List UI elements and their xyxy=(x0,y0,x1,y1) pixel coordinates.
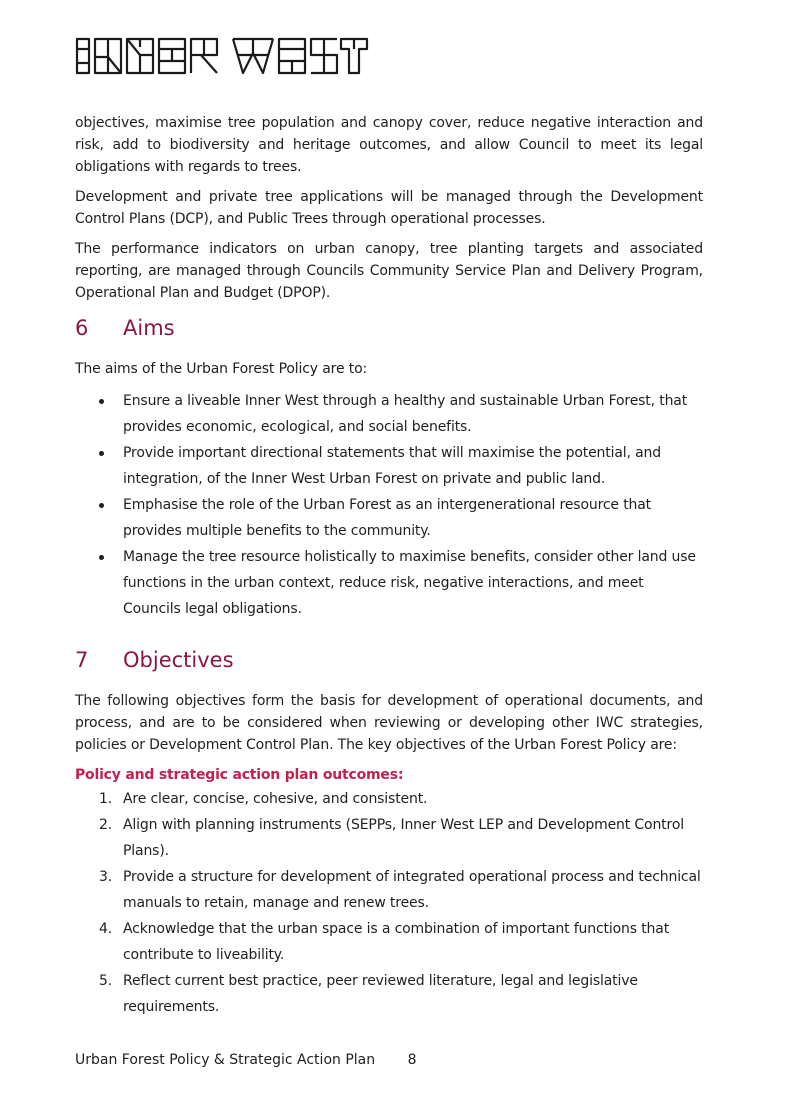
objective-text: Are clear, concise, cohesive, and consistent. xyxy=(123,791,428,807)
inner-west-logo xyxy=(75,37,370,79)
objective-item xyxy=(75,864,703,916)
aims-bullet: Ensure a liveable Inner West through a healthy and sustainable Urban Forest, that provides economic, ecological, and social benefits. xyxy=(75,388,703,440)
objective-number: 3. xyxy=(99,869,113,885)
section-7-heading xyxy=(75,648,703,672)
section-6-number: 6 xyxy=(75,316,89,340)
objective-item xyxy=(75,786,703,812)
objectives-intro: The following objectives form the basis for development of operational documents, and process, and are to be considered when reviewing or developing other IWC strategies, policies or Development Control Plan. The key objectives of the Urban Forest Policy are: xyxy=(75,693,703,753)
aims-bullet: Manage the tree resource holistically to maximise benefits, consider other land use functions in the urban context, reduce risk, negative interactions, and meet Councils legal obligations. xyxy=(75,544,703,622)
aims-list xyxy=(75,388,703,622)
objective-item xyxy=(75,812,703,864)
section-7-number: 7 xyxy=(75,648,89,672)
section-7-title: Objectives xyxy=(123,648,234,672)
section-6-title: Aims xyxy=(123,316,175,340)
objective-number: 1. xyxy=(99,791,113,807)
aims-bullet: Provide important directional statements that will maximise the potential, and integration, of the Inner West Urban Forest on private and public land. xyxy=(75,440,703,492)
aims-bullet: Emphasise the role of the Urban Forest as an intergenerational resource that provides multiple benefits to the community. xyxy=(75,492,703,544)
intro-paragraph-2: Development and private tree applications will be managed through the Development Control Plans (DCP), and Public Trees through operational processes. xyxy=(75,189,703,227)
section-6-heading xyxy=(75,316,703,340)
page-number: 8 xyxy=(407,1052,417,1068)
objective-item xyxy=(75,916,703,968)
objective-number: 2. xyxy=(99,817,113,833)
objective-text: Acknowledge that the urban space is a combination of important functions that contribute to liveability. xyxy=(123,921,670,963)
footer-document-title: Urban Forest Policy & Strategic Action Plan xyxy=(75,1052,376,1068)
objectives-list xyxy=(75,786,703,1020)
objective-text: Provide a structure for development of integrated operational process and technical manuals to retain, manage and renew trees. xyxy=(123,869,701,911)
objective-item xyxy=(75,968,703,1020)
objective-text: Align with planning instruments (SEPPs, Inner West LEP and Development Control Plans). xyxy=(123,817,684,859)
objective-number: 5. xyxy=(99,973,113,989)
objective-number: 4. xyxy=(99,921,113,937)
document-body xyxy=(75,112,703,1020)
intro-paragraph-3: The performance indicators on urban canopy, tree planting targets and associated reporting, are managed through Councils Community Service Plan and Delivery Program, Operational Plan and Budget (DPOP). xyxy=(75,241,703,301)
objective-text: Reflect current best practice, peer reviewed literature, legal and legislative requirements. xyxy=(123,973,638,1015)
page-footer xyxy=(75,1052,417,1068)
objectives-subheading: Policy and strategic action plan outcomes: xyxy=(75,767,404,783)
aims-intro: The aims of the Urban Forest Policy are to: xyxy=(75,361,368,377)
intro-paragraph-1: objectives, maximise tree population and canopy cover, reduce negative interaction and risk, add to biodiversity and heritage outcomes, and allow Council to meet its legal obligations with regards to trees. xyxy=(75,115,703,175)
